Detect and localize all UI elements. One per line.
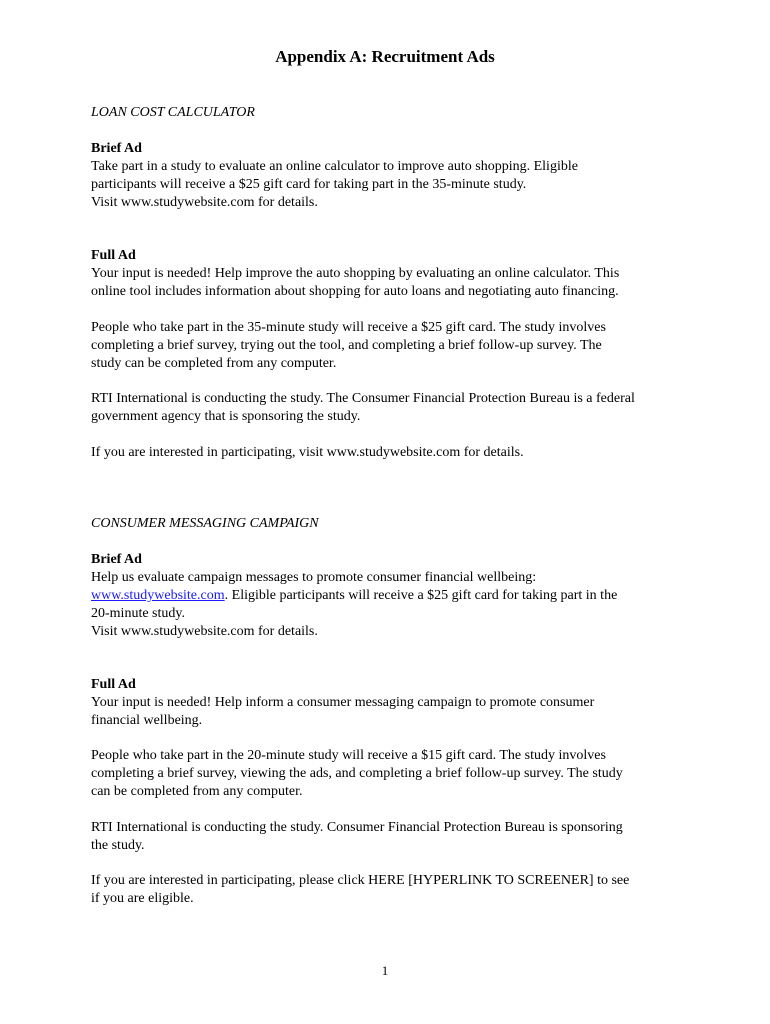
loan-full-ad-heading: Full Ad — [91, 248, 136, 263]
text-line: participants will receive a $25 gift card for taking part in the 35-minute study. — [91, 177, 527, 192]
study-website-link[interactable]: www.studywebsite.com — [91, 588, 225, 603]
text-line: the study. — [91, 838, 145, 853]
consumer-full-ad-heading: Full Ad — [91, 677, 136, 692]
loan-full-ad-paragraph-1 — [91, 265, 691, 301]
text-line — [91, 587, 691, 605]
consumer-full-ad-paragraph-2 — [91, 747, 691, 801]
text-line: RTI International is conducting the study. Consumer Financial Protection Bureau is sponsoring — [91, 820, 623, 835]
text-line: completing a brief survey, trying out the tool, and completing a brief follow-up survey. The — [91, 338, 602, 353]
loan-full-ad-paragraph-3 — [91, 390, 691, 426]
text-line: If you are interested in participating, visit www.studywebsite.com for details. — [91, 445, 524, 460]
consumer-full-ad-paragraph-3 — [91, 819, 691, 855]
text-line: Your input is needed! Help improve the auto shopping by evaluating an online calculator. This — [91, 266, 620, 281]
loan-full-ad-paragraph-2 — [91, 319, 691, 373]
consumer-brief-ad-heading: Brief Ad — [91, 552, 142, 567]
loan-brief-ad-heading: Brief Ad — [91, 141, 142, 156]
text-line: Take part in a study to evaluate an online calculator to improve auto shopping. Eligible — [91, 159, 578, 174]
text-line: Visit www.studywebsite.com for details. — [91, 624, 318, 639]
consumer-brief-ad-text — [91, 569, 691, 641]
loan-full-ad-paragraph-4 — [91, 444, 691, 462]
consumer-full-ad-paragraph-4 — [91, 872, 691, 908]
page-number: 1 — [381, 963, 389, 978]
text-line: if you are eligible. — [91, 891, 194, 906]
text-line: People who take part in the 35-minute study will receive a $25 gift card. The study involves — [91, 320, 606, 335]
text-line: online tool includes information about shopping for auto loans and negotiating auto financing. — [91, 284, 619, 299]
text-line: financial wellbeing. — [91, 713, 203, 728]
text-line: study can be completed from any computer. — [91, 356, 337, 371]
text-line: Help us evaluate campaign messages to promote consumer financial wellbeing: — [91, 570, 537, 585]
text-line: government agency that is sponsoring the study. — [91, 409, 361, 424]
consumer-full-ad-paragraph-1 — [91, 694, 691, 730]
text-line: Your input is needed! Help inform a consumer messaging campaign to promote consumer — [91, 695, 595, 710]
text-line: can be completed from any computer. — [91, 784, 303, 799]
text-line: If you are interested in participating, please click HERE [HYPERLINK TO SCREENER] to see — [91, 873, 630, 888]
text-line: completing a brief survey, viewing the ads, and completing a brief follow-up survey. The study — [91, 766, 623, 781]
text-line: People who take part in the 20-minute study will receive a $15 gift card. The study involves — [91, 748, 606, 763]
text-fragment: . Eligible participants will receive a $25 gift card for taking part in the — [224, 588, 618, 603]
section-title-loan-cost-calculator: LOAN COST CALCULATOR — [91, 105, 255, 120]
page-title: Appendix A: Recruitment Ads — [275, 47, 495, 66]
loan-brief-ad-text — [91, 158, 691, 212]
text-line: RTI International is conducting the study. The Consumer Financial Protection Bureau is a federal — [91, 391, 635, 406]
section-title-consumer-messaging-campaign: CONSUMER MESSAGING CAMPAIGN — [91, 516, 319, 531]
text-line: Visit www.studywebsite.com for details. — [91, 195, 318, 210]
text-line: 20-minute study. — [91, 606, 185, 621]
